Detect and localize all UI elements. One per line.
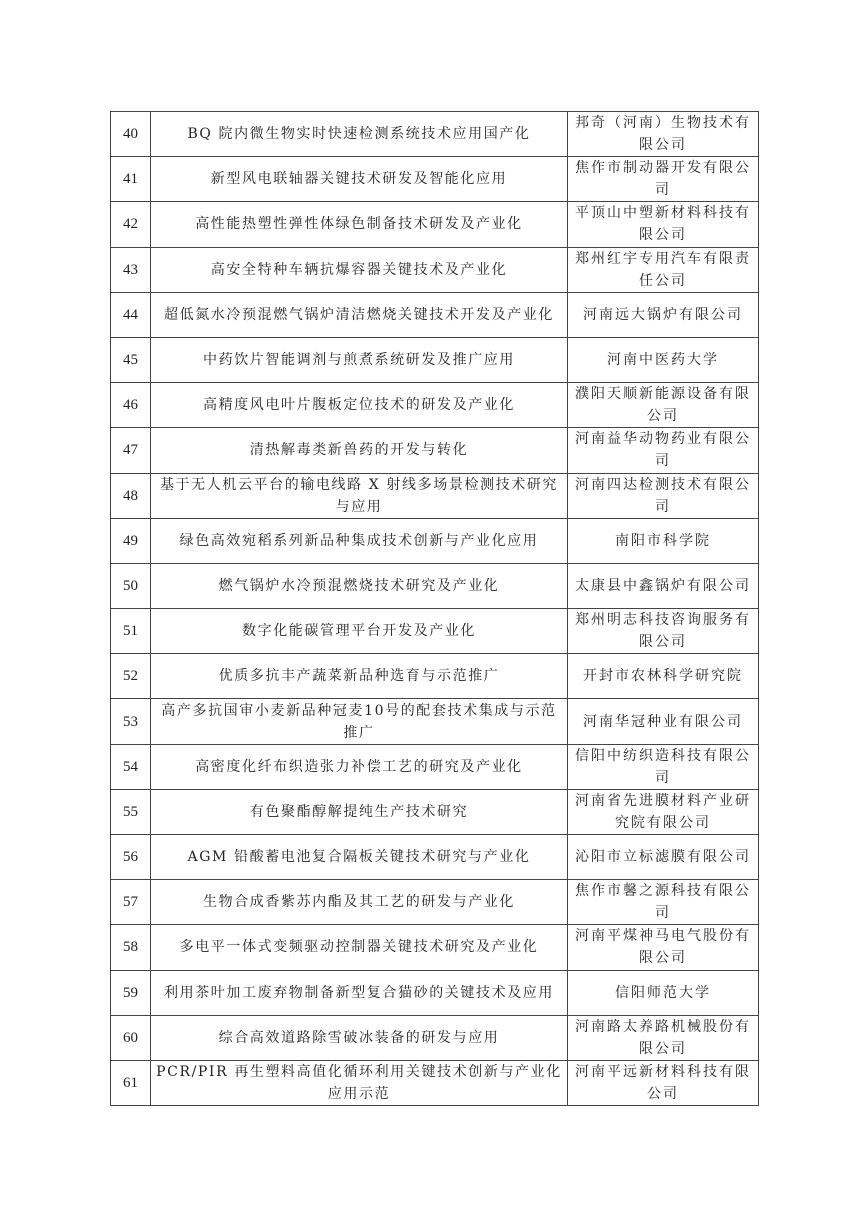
project-name: 高安全特种车辆抗爆容器关键技术及产业化 xyxy=(151,247,568,292)
row-number: 49 xyxy=(111,518,151,563)
row-number: 46 xyxy=(111,383,151,428)
table-row xyxy=(111,789,759,834)
project-name: 生物合成香紫苏内酯及其工艺的研发与产业化 xyxy=(151,880,568,925)
table-row xyxy=(111,699,759,744)
table-row xyxy=(111,563,759,608)
project-name: PCR/PIR 再生塑料高值化循环利用关键技术创新与产业化 应用示范 xyxy=(151,1060,568,1105)
table-row xyxy=(111,157,759,202)
row-number: 43 xyxy=(111,247,151,292)
project-name: 优质多抗丰产蔬菜新品种选育与示范推广 xyxy=(151,654,568,699)
company-name: 邦奇（河南）生物技术有 限公司 xyxy=(568,112,759,157)
project-name: AGM 铅酸蓄电池复合隔板关键技术研究与产业化 xyxy=(151,835,568,880)
project-name: 高产多抗国审小麦新品种冠麦10号的配套技术集成与示范 推广 xyxy=(151,699,568,744)
row-number: 60 xyxy=(111,1015,151,1060)
table-row xyxy=(111,428,759,473)
row-number: 55 xyxy=(111,789,151,834)
table-row xyxy=(111,1015,759,1060)
table-row xyxy=(111,835,759,880)
company-name: 濮阳天顺新能源设备有限 公司 xyxy=(568,383,759,428)
company-name: 开封市农林科学研究院 xyxy=(568,654,759,699)
row-number: 45 xyxy=(111,337,151,382)
table-row xyxy=(111,744,759,789)
table-row xyxy=(111,518,759,563)
row-number: 50 xyxy=(111,563,151,608)
company-name: 河南平煤神马电气股份有 限公司 xyxy=(568,925,759,970)
project-name: 中药饮片智能调剂与煎煮系统研发及推广应用 xyxy=(151,337,568,382)
project-name: 基于无人机云平台的输电线路 X 射线多场景检测技术研究 与应用 xyxy=(151,473,568,518)
row-number: 40 xyxy=(111,112,151,157)
company-name: 沁阳市立标滤膜有限公司 xyxy=(568,835,759,880)
table-row xyxy=(111,202,759,247)
project-name: BQ 院内微生物实时快速检测系统技术应用国产化 xyxy=(151,112,568,157)
company-name: 河南路太养路机械股份有 限公司 xyxy=(568,1015,759,1060)
row-number: 56 xyxy=(111,835,151,880)
company-name: 河南远大锅炉有限公司 xyxy=(568,292,759,337)
table-row xyxy=(111,1060,759,1105)
table-row xyxy=(111,970,759,1015)
row-number: 42 xyxy=(111,202,151,247)
table-row xyxy=(111,292,759,337)
project-name: 燃气锅炉水冷预混燃烧技术研究及产业化 xyxy=(151,563,568,608)
company-name: 郑州红宇专用汽车有限责 任公司 xyxy=(568,247,759,292)
table-row xyxy=(111,925,759,970)
row-number: 41 xyxy=(111,157,151,202)
project-name: 高精度风电叶片腹板定位技术的研发及产业化 xyxy=(151,383,568,428)
table-row xyxy=(111,880,759,925)
project-name: 绿色高效宛稻系列新品种集成技术创新与产业化应用 xyxy=(151,518,568,563)
row-number: 58 xyxy=(111,925,151,970)
project-name: 新型风电联轴器关键技术研发及智能化应用 xyxy=(151,157,568,202)
row-number: 53 xyxy=(111,699,151,744)
table-row xyxy=(111,383,759,428)
project-name: 综合高效道路除雪破冰装备的研发与应用 xyxy=(151,1015,568,1060)
project-name: 超低氮水冷预混燃气锅炉清洁燃烧关键技术开发及产业化 xyxy=(151,292,568,337)
company-name: 河南华冠种业有限公司 xyxy=(568,699,759,744)
row-number: 47 xyxy=(111,428,151,473)
company-name: 焦作市制动器开发有限公 司 xyxy=(568,157,759,202)
project-name: 高性能热塑性弹性体绿色制备技术研发及产业化 xyxy=(151,202,568,247)
project-name: 利用茶叶加工废弃物制备新型复合猫砂的关键技术及应用 xyxy=(151,970,568,1015)
company-name: 河南中医药大学 xyxy=(568,337,759,382)
table-row xyxy=(111,337,759,382)
project-name: 清热解毒类新兽药的开发与转化 xyxy=(151,428,568,473)
table-row xyxy=(111,473,759,518)
row-number: 61 xyxy=(111,1060,151,1105)
row-number: 51 xyxy=(111,609,151,654)
row-number: 52 xyxy=(111,654,151,699)
company-name: 南阳市科学院 xyxy=(568,518,759,563)
project-name: 数字化能碳管理平台开发及产业化 xyxy=(151,609,568,654)
row-number: 44 xyxy=(111,292,151,337)
company-name: 平顶山中塑新材料科技有 限公司 xyxy=(568,202,759,247)
company-name: 信阳师范大学 xyxy=(568,970,759,1015)
table-row xyxy=(111,609,759,654)
company-name: 河南四达检测技术有限公 司 xyxy=(568,473,759,518)
project-table xyxy=(110,111,759,1106)
project-name: 有色聚酯醇解提纯生产技术研究 xyxy=(151,789,568,834)
company-name: 太康县中鑫锅炉有限公司 xyxy=(568,563,759,608)
project-name: 高密度化纤布织造张力补偿工艺的研究及产业化 xyxy=(151,744,568,789)
project-name: 多电平一体式变频驱动控制器关键技术研究及产业化 xyxy=(151,925,568,970)
company-name: 郑州明志科技咨询服务有 限公司 xyxy=(568,609,759,654)
company-name: 河南平远新材料科技有限 公司 xyxy=(568,1060,759,1105)
company-name: 焦作市馨之源科技有限公 司 xyxy=(568,880,759,925)
row-number: 48 xyxy=(111,473,151,518)
table-row xyxy=(111,247,759,292)
row-number: 59 xyxy=(111,970,151,1015)
row-number: 54 xyxy=(111,744,151,789)
company-name: 河南益华动物药业有限公 司 xyxy=(568,428,759,473)
table-row xyxy=(111,112,759,157)
company-name: 信阳中纺织造科技有限公 司 xyxy=(568,744,759,789)
row-number: 57 xyxy=(111,880,151,925)
company-name: 河南省先进膜材料产业研 究院有限公司 xyxy=(568,789,759,834)
table-row xyxy=(111,654,759,699)
